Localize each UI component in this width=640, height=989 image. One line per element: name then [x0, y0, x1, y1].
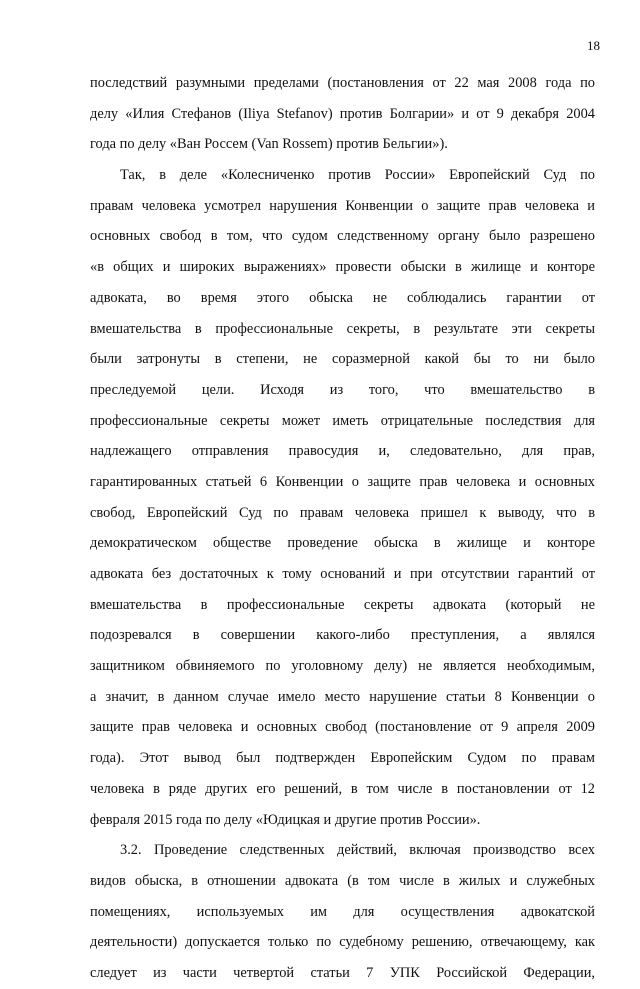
text-line: следует из части четвертой статьи 7 УПК Российской Федерации, [90, 964, 595, 981]
text-line: преследуемой цели. Исходя из того, что вмешательство в [90, 381, 595, 398]
text-line: последствий разумными пределами (постановления от 22 мая 2008 года по [90, 75, 595, 91]
text-line: гарантированных статьей 6 Конвенции о защите прав человека и основных [90, 473, 595, 490]
text-line: надлежащего отправления правосудия и, следовательно, для прав, [90, 443, 595, 460]
text-line: Так, в деле «Колесниченко против России» Европейский Суд по [120, 167, 595, 184]
text-line: защитником обвиняемого по уголовному делу) не является необходимым, [90, 658, 595, 675]
text-line: делу «Илия Стефанов (Iliya Stefanov) против Болгарии» и от 9 декабря 2004 [90, 105, 595, 122]
body-text [90, 68, 595, 989]
text-line: подозревался в совершении какого-либо преступления, а являлся [90, 627, 595, 644]
text-line: правам человека усмотрел нарушения Конвенции о защите прав человека и [90, 197, 595, 214]
text-line: адвоката без достаточных к тому оснований и при отсутствии гарантий от [90, 566, 595, 582]
text-line: вмешательства в профессиональные секреты адвоката (который не [90, 596, 595, 613]
text-line: профессиональные секреты может иметь отрицательные последствия для [90, 412, 595, 429]
text-line: года по делу «Ван Россем (Van Rossem) против Бельгии»). [90, 136, 448, 153]
text-line: адвоката, во время этого обыска не соблюдались гарантии от [90, 289, 595, 306]
text-line: были затронуты в степени, не соразмерной какой бы то ни было [90, 351, 595, 368]
text-line: человека в ряде других его решений, в том числе в постановлении от 12 [90, 780, 595, 797]
text-line: февраля 2015 года по делу «Юдицкая и другие против России». [90, 811, 481, 828]
text-line: вмешательства в профессиональные секреты, в результате эти секреты [90, 320, 595, 337]
text-line: демократическом обществе проведение обыска в жилище и конторе [90, 535, 595, 552]
text-line: защите прав человека и основных свобод (постановление от 9 апреля 2009 [90, 719, 595, 736]
text-line: года). Этот вывод был подтвержден Европейским Судом по правам [90, 750, 595, 767]
page-number: 18 [587, 38, 600, 53]
text-line: основных свобод в том, что судом следственному органу было разрешено [90, 228, 595, 245]
text-line: а значит, в данном случае имело место нарушение статьи 8 Конвенции о [90, 688, 595, 705]
text-line: видов обыска, в отношении адвоката (в том числе в жилых и служебных [90, 872, 595, 889]
text-line: 3.2. Проведение следственных действий, включая производство всех [120, 842, 595, 859]
text-line: деятельности) допускается только по судебному решению, отвечающему, как [90, 934, 595, 951]
text-line: свобод, Европейский Суд по правам человека пришел к выводу, что в [90, 504, 595, 521]
text-line: помещениях, используемых им для осуществления адвокатской [90, 903, 595, 920]
text-line: «в общих и широких выражениях» провести обыски в жилище и конторе [90, 259, 595, 276]
